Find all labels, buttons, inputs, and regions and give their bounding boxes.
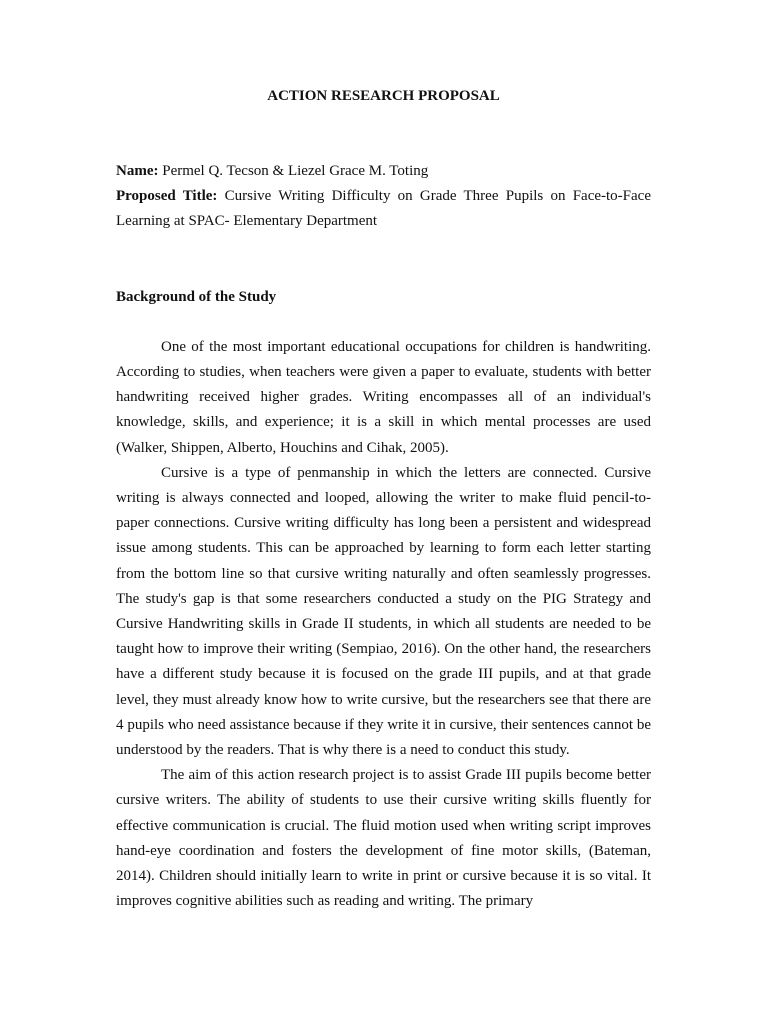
document-title: ACTION RESEARCH PROPOSAL bbox=[267, 88, 500, 104]
name-label: Name: bbox=[116, 163, 159, 179]
proposal-meta bbox=[116, 159, 651, 235]
paragraph: One of the most important educational occupations for children is handwriting. According to studies, when teachers were given a paper to evaluate, students with better handwriting received higher grades. Writing encompasses all of an individual's knowledge, skills, and experience; it is a skill in which mental processes are used (Walker, Shippen, Alberto, Houchins and Cihak, 2005). bbox=[116, 338, 651, 456]
paragraph: Cursive is a type of penmanship in which the letters are connected. Cursive writing is always connected and looped, allowing the writer to make fluid pencil-to-paper connections. Cursive writing difficulty has long been a persistent and widespread issue among students. This can be approached by learning to form each letter starting from the bottom line so that cursive writing naturally and often seamlessly progresses. The study's gap is that some researchers conducted a study on the PIG Strategy and Cursive Handwriting skills in Grade II students, in which all students are needed to be taught how to improve their writing (Sempiao, 2016). On the other hand, the researchers have a different study because it is focused on the grade III pupils, and at that grade level, they must already know how to write cursive, but the researchers see that there are 4 pupils who need assistance because if they write it in cursive, their sentences cannot be understood by the readers. That is why there is a need to conduct this study. bbox=[116, 464, 651, 759]
proposed-title-label: Proposed Title: bbox=[116, 188, 218, 205]
background-text bbox=[116, 335, 651, 915]
paragraph: The aim of this action research project is to assist Grade III pupils become better cursive writers. The ability of students to use their cursive writing skills fluently for effective communication is crucial. The fluid motion used when writing script improves hand-eye coordination and fosters the development of fine motor skills, (Bateman, 2014). Children should initially learn to write in print or cursive because it is so vital. It improves cognitive abilities such as reading and writing. The primary bbox=[116, 767, 651, 910]
proposed-title-text: Cursive Writing Difficulty on Grade Three Pupils on Face-to-Face Learning at SPAC- Elementary Department bbox=[116, 188, 651, 230]
document-body bbox=[116, 84, 651, 914]
section-heading: Background of the Study bbox=[116, 288, 277, 305]
author-line bbox=[116, 159, 651, 184]
proposed-title-line bbox=[116, 184, 651, 234]
author-names: Permel Q. Tecson & Liezel Grace M. Toting bbox=[158, 163, 429, 179]
